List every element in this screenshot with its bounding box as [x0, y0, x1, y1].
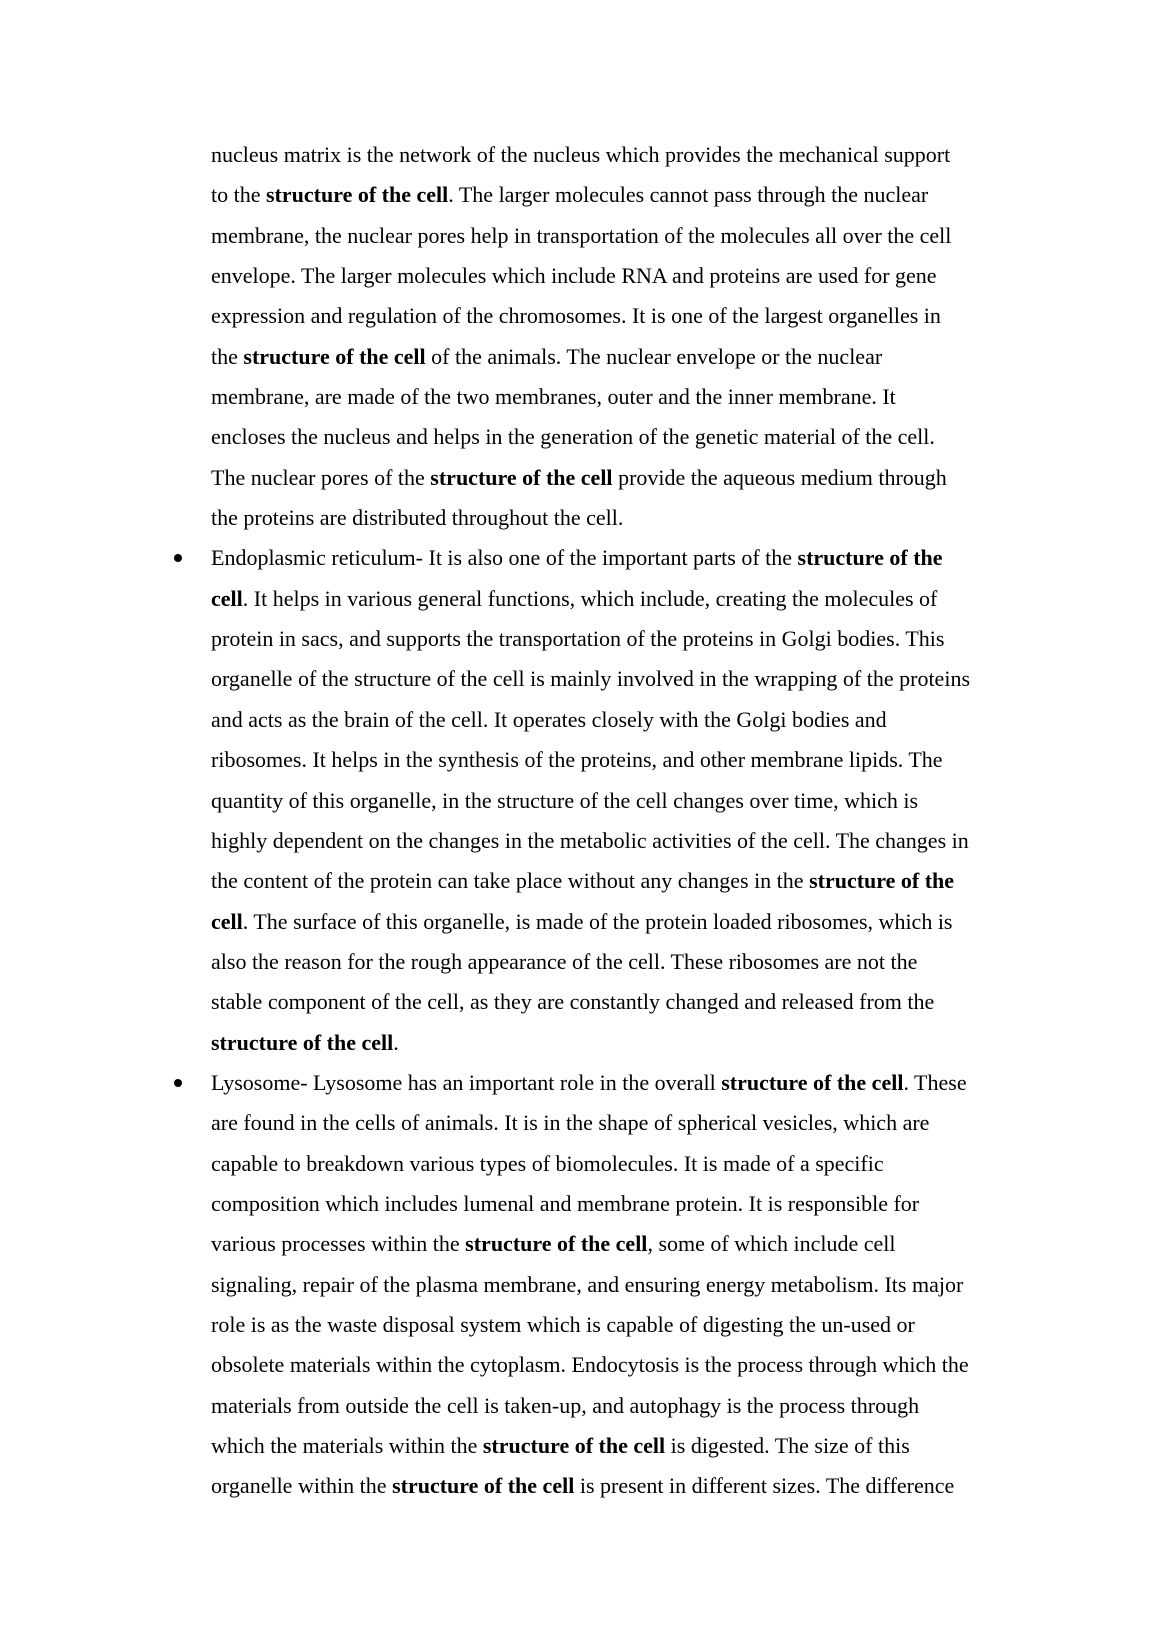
text-run: role is as the waste disposal system which is capable of digesting the un-used or — [211, 1311, 915, 1337]
text-run: encloses the nucleus and helps in the generation of the genetic material of the cell. — [211, 424, 935, 450]
text-run: the content of the protein can take place without any changes in the — [211, 868, 810, 894]
bold-term: structure of the cell — [392, 1473, 575, 1499]
text-line — [211, 579, 1031, 619]
text-run: membrane, the nuclear pores help in transportation of the molecules all over the cell — [211, 222, 952, 248]
text-run: highly dependent on the changes in the metabolic activities of the cell. The changes in — [211, 827, 969, 853]
text-line — [211, 659, 1031, 699]
text-run: . The surface of this organelle, is made of the protein loaded ribosomes, which is — [242, 908, 953, 934]
text-run: stable component of the cell, as they are constantly changed and released from the — [211, 989, 935, 1015]
text-run: materials from outside the cell is taken-up, and autophagy is the process through — [211, 1392, 920, 1418]
text-run: are found in the cells of animals. It is in the shape of spherical vesicles, which are — [211, 1110, 930, 1136]
bold-term: structure of the cell — [266, 182, 449, 208]
text-line — [211, 942, 1031, 982]
text-line — [211, 1426, 1031, 1466]
text-line — [211, 740, 1031, 780]
text-line — [211, 700, 1031, 740]
text-run: various processes within the — [211, 1231, 466, 1257]
text-run: expression and regulation of the chromosomes. It is one of the largest organelles in — [211, 303, 941, 329]
bullet-dot-icon — [174, 1079, 182, 1087]
text-run: composition which includes lumenal and membrane protein. It is responsible for — [211, 1190, 920, 1216]
text-run: also the reason for the rough appearance of the cell. These ribosomes are not the — [211, 948, 918, 974]
text-run: Lysosome- Lysosome has an important role in the overall — [211, 1069, 722, 1095]
text-line — [211, 1265, 1031, 1305]
text-line — [211, 216, 1031, 256]
text-run: the — [211, 343, 244, 369]
bold-term: cell — [211, 585, 243, 611]
text-line — [211, 135, 1031, 175]
text-line — [211, 1023, 1031, 1063]
text-run: protein in sacs, and supports the transportation of the proteins in Golgi bodies. This — [211, 626, 945, 652]
text-line — [211, 538, 1031, 578]
text-run: Endoplasmic reticulum- It is also one of the important parts of the — [211, 545, 798, 571]
text-run: of the animals. The nuclear envelope or the nuclear — [425, 343, 883, 369]
text-run: nucleus matrix is the network of the nucleus which provides the mechanical support — [211, 142, 951, 167]
bold-term: structure of the — [809, 868, 955, 894]
text-line — [211, 417, 1031, 457]
bold-term: cell — [211, 908, 243, 934]
text-line — [211, 1345, 1031, 1385]
text-line — [211, 337, 1031, 377]
text-run: envelope. The larger molecules which include RNA and proteins are used for gene — [211, 263, 937, 289]
text-run: capable to breakdown various types of biomolecules. It is made of a specific — [211, 1150, 884, 1176]
text-run: is digested. The size of this — [665, 1433, 910, 1458]
text-line — [211, 1466, 1031, 1506]
text-run: obsolete materials within the cytoplasm. Endocytosis is the process through which the — [211, 1352, 969, 1378]
text-line — [211, 1305, 1031, 1345]
text-line — [211, 458, 1031, 498]
bullet-item-lysosome — [211, 1063, 1031, 1507]
text-run: . The larger molecules cannot pass through the nuclear — [448, 182, 929, 208]
text-line — [211, 821, 1031, 861]
text-line — [211, 498, 1031, 538]
text-line — [211, 982, 1031, 1022]
bold-term: structure of the cell — [465, 1231, 648, 1257]
bold-term: structure of the — [797, 545, 943, 571]
text-line — [211, 1144, 1031, 1184]
text-run: , some of which include cell — [647, 1231, 896, 1257]
text-run: to the — [211, 182, 266, 208]
text-line — [211, 1224, 1031, 1264]
text-run: quantity of this organelle, in the structure of the cell changes over time, which is — [211, 787, 919, 813]
text-run: . It helps in various general functions, which include, creating the molecules of — [242, 585, 938, 611]
bold-term: structure of the cell — [211, 1029, 394, 1055]
text-line — [211, 861, 1031, 901]
text-run: is present in different sizes. The difference — [574, 1473, 955, 1499]
text-run: organelle within the — [211, 1473, 393, 1499]
text-line — [211, 1386, 1031, 1426]
text-run: which the materials within the — [211, 1433, 483, 1458]
bullet-item-endoplasmic-reticulum — [211, 538, 1031, 1062]
text-run: . — [393, 1029, 399, 1055]
text-run: The nuclear pores of the — [211, 464, 431, 490]
bold-term: structure of the cell — [721, 1069, 904, 1095]
continuation-paragraph — [211, 135, 1031, 538]
text-run: ribosomes. It helps in the synthesis of the proteins, and other membrane lipids. The — [211, 747, 943, 773]
text-line — [211, 1063, 1031, 1103]
bold-term: structure of the cell — [430, 464, 613, 490]
text-line — [211, 175, 1031, 215]
text-line — [211, 296, 1031, 336]
text-run: signaling, repair of the plasma membrane, and ensuring energy metabolism. Its major — [211, 1271, 964, 1297]
text-run: provide the aqueous medium through — [612, 464, 947, 490]
text-run: and acts as the brain of the cell. It operates closely with the Golgi bodies and — [211, 706, 887, 732]
text-line — [211, 377, 1031, 417]
text-line — [211, 1184, 1031, 1224]
document-body — [211, 135, 1031, 1507]
text-run: the proteins are distributed throughout the cell. — [211, 505, 624, 531]
text-run: . These — [903, 1069, 967, 1095]
text-line — [211, 619, 1031, 659]
bold-term: structure of the cell — [243, 343, 426, 369]
text-line — [211, 902, 1031, 942]
bullet-dot-icon — [174, 554, 182, 562]
text-line — [211, 256, 1031, 296]
bold-term: structure of the cell — [482, 1433, 666, 1458]
text-line — [211, 781, 1031, 821]
text-line — [211, 1103, 1031, 1143]
text-run: membrane, are made of the two membranes, outer and the inner membrane. It — [211, 384, 896, 410]
text-run: organelle of the structure of the cell is mainly involved in the wrapping of the proteins — [211, 666, 970, 692]
